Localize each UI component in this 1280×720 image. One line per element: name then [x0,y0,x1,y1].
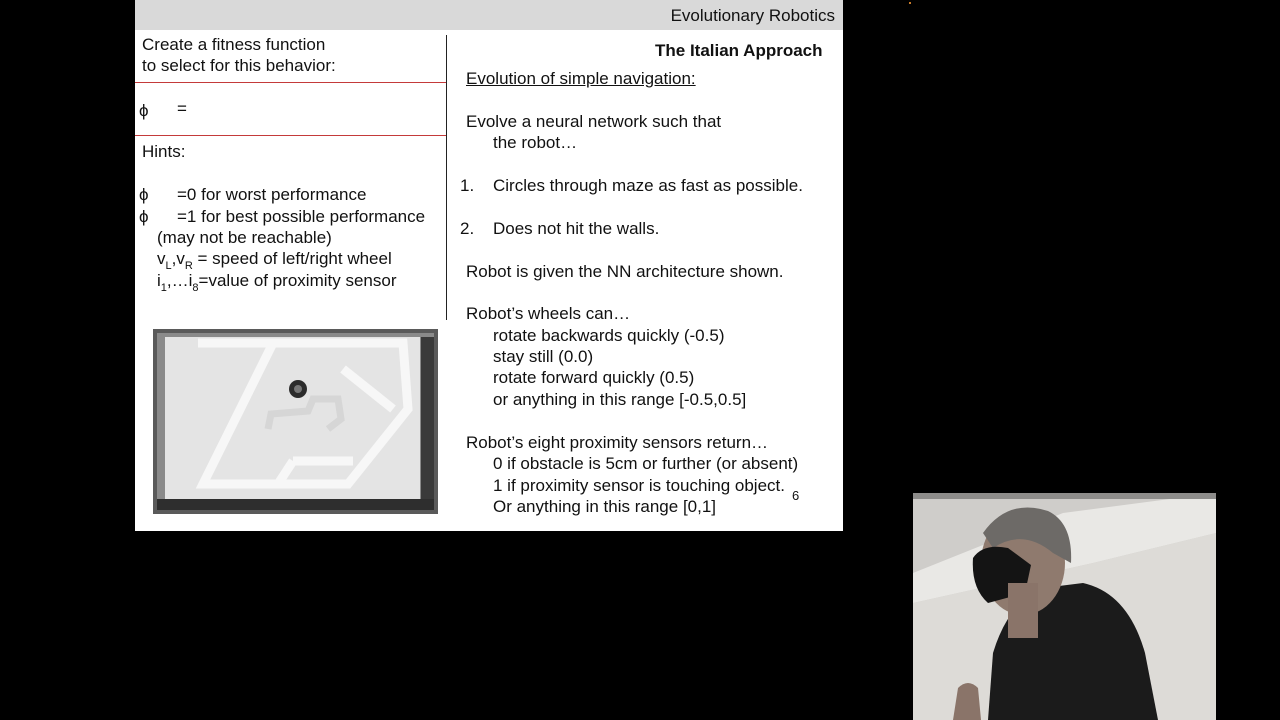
wheel-option: stay still (0.0) [493,347,594,366]
architecture-note: Robot is given the NN architecture shown. [466,262,784,281]
presentation-slide [135,0,843,531]
prompt-line-1: Create a fitness function [142,35,326,54]
wheel-option: rotate backwards quickly (-0.5) [493,326,725,345]
evolve-line-2: the robot… [493,133,578,152]
sensor-value-hint [157,270,396,299]
hint-worst-text: =0 for worst performance [177,185,367,204]
wheel-option: rotate forward quickly (0.5) [493,368,695,387]
i-desc: =value of proximity sensor [198,271,397,290]
sensors-intro: Robot’s eight proximity sensors return… [466,433,769,452]
hint-note: (may not be reachable) [157,228,332,247]
wheels-intro: Robot’s wheels can… [466,304,631,323]
slide-header-title: Evolutionary Robotics [670,6,835,25]
v-label: v [157,249,166,268]
equals-sign: = [177,99,187,118]
maze-photo [153,329,438,514]
v-sub-l: L [165,260,172,272]
item-1-text: Circles through maze as fast as possible. [493,176,803,195]
item-2-text: Does not hit the walls. [493,219,660,238]
item-2-number: 2. [460,219,475,238]
fitness-answer-box [135,82,447,136]
v-sep: ,v [171,249,185,268]
i-sub-8: 8 [192,282,199,294]
column-divider [446,35,447,320]
phi-symbol: ϕ [139,101,149,120]
sensor-option: 1 if proximity sensor is touching object. [493,476,785,495]
slide-header-bar [135,0,843,30]
evolve-line-1: Evolve a neural network such that [466,112,722,131]
hint-best-text: =1 for best possible performance [177,207,426,226]
hint-worst-phi: ϕ [139,185,149,204]
i-sub-1: 1 [160,282,167,294]
hints-label: Hints: [142,142,186,161]
v-desc: = speed of left/right wheel [192,249,392,268]
sensor-option: 0 if obstacle is 5cm or further (or absent) [493,454,799,473]
i-label: i [157,271,161,290]
section-title: The Italian Approach [655,41,823,60]
v-sub-r: R [184,260,193,272]
section-subtitle: Evolution of simple navigation: [466,69,696,88]
item-1-number: 1. [460,176,475,195]
presenter-webcam [913,493,1216,720]
prompt-line-2: to select for this behavior: [142,56,336,75]
hint-best-phi: ϕ [139,207,149,226]
slide-number: 6 [792,488,800,503]
stray-pixel [909,2,911,4]
i-mid: ,…i [166,271,193,290]
sensor-option: Or anything in this range [0,1] [493,497,717,516]
wheel-option: or anything in this range [-0.5,0.5] [493,390,747,409]
